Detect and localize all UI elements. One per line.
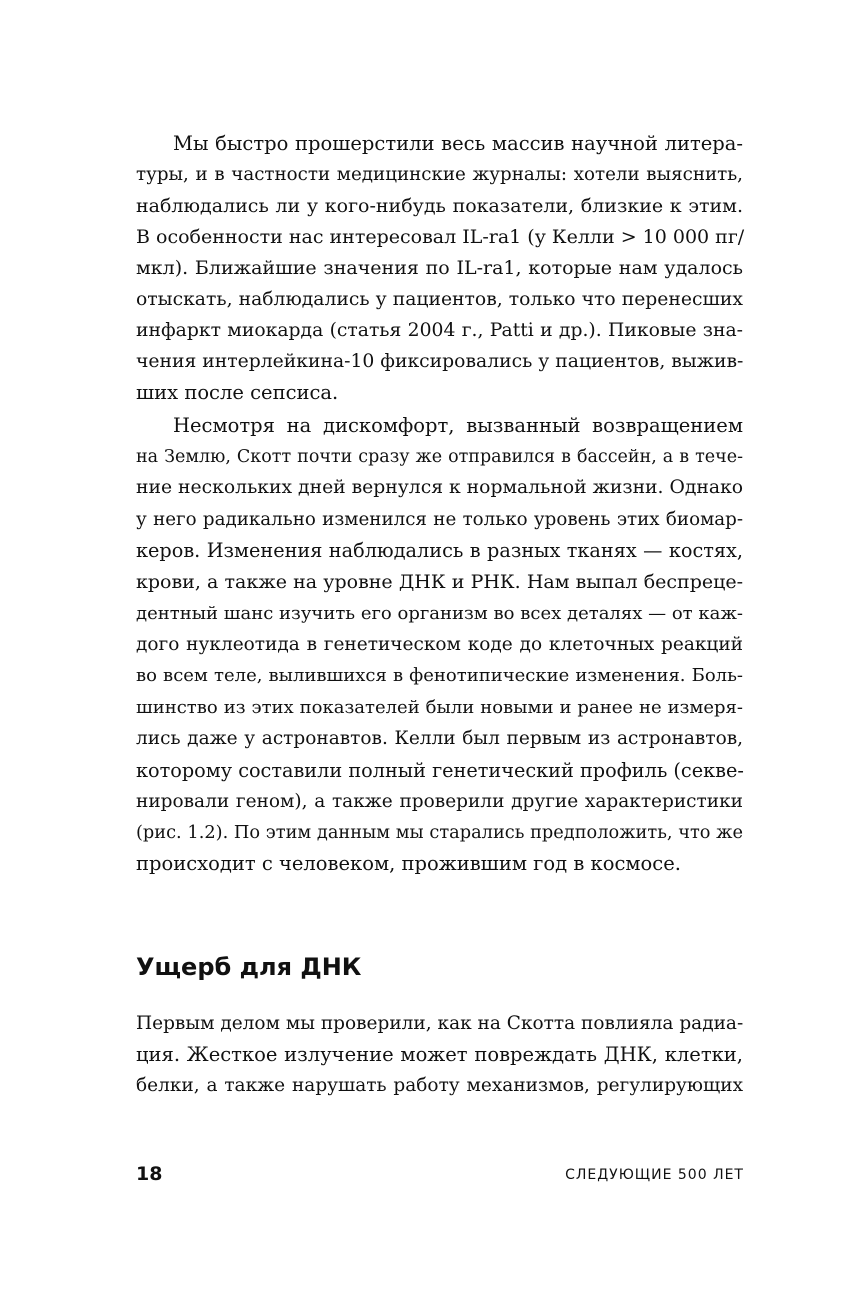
- text-line: чения интерлейкина-10 фиксировались у пациентов, выжив-: [136, 351, 744, 372]
- text-line: (рис. 1.2). По этим данным мы старались предположить, что же: [136, 823, 743, 843]
- page-number: 18: [136, 1163, 163, 1185]
- text-line: В особенности нас интересовал IL-ra1 (у Келли > 10 000 пг/: [136, 226, 745, 248]
- text-line: белки, а также нарушать работу механизмов, регулирующих: [136, 1075, 743, 1096]
- text-line: туры, и в частности медицинские журналы: хотели выяснить,: [136, 164, 743, 185]
- text-line: дентный шанс изучить его организм во всех деталях — от каж-: [136, 603, 743, 624]
- text-line: которому составили полный генетический профиль (секве-: [136, 759, 744, 782]
- text-line: ших после сепсиса.: [136, 381, 339, 404]
- section-heading: Ущерб для ДНК: [136, 953, 362, 981]
- text-line: Несмотря на дискомфорт, вызванный возвращением: [173, 414, 743, 437]
- text-line: Первым делом мы проверили, как на Скотта повлияла радиа-: [136, 1013, 744, 1034]
- running-title: СЛЕДУЮЩИЕ 500 ЛЕТ: [565, 1167, 744, 1183]
- text-line: наблюдались ли у кого-нибудь показатели, близкие к этим.: [136, 195, 743, 217]
- text-line: крови, а также на уровне ДНК и РНК. Нам выпал беспреце-: [136, 571, 743, 593]
- text-line: во всем теле, вылившихся в фенотипические изменения. Боль-: [136, 665, 743, 686]
- text-line: на Землю, Скотт почти сразу же отправился в бассейн, а в тече-: [136, 447, 743, 467]
- text-line: у него радикально изменился не только уровень этих биомар-: [136, 509, 743, 530]
- text-line: ние нескольких дней вернулся к нормальной жизни. Однако: [136, 477, 744, 498]
- text-line: шинство из этих показателей были новыми и ранее не измеря-: [136, 697, 743, 718]
- text-line: происходит с человеком, прожившим год в космосе.: [136, 852, 681, 875]
- text-line: инфаркт миокарда (статья 2004 г., Patti и др.). Пиковые зна-: [136, 320, 743, 341]
- text-line: ция. Жесткое излучение может повреждать ДНК, клетки,: [136, 1043, 743, 1066]
- text-line: лись даже у астронавтов. Келли был первым из астронавтов,: [136, 728, 743, 749]
- text-line: керов. Изменения наблюдались в разных тканях — костях,: [136, 539, 743, 562]
- text-line: мкл). Ближайшие значения по IL-ra1, которые нам удалось: [136, 257, 743, 279]
- text-line: Мы быстро прошерстили весь массив научной литера-: [173, 132, 743, 155]
- text-line: отыскать, наблюдались у пациентов, только что перенесших: [136, 289, 743, 310]
- text-line: нировали геном), а также проверили другие характеристики: [136, 791, 743, 812]
- text-line: дого нуклеотида в генетическом коде до клеточных реакций: [136, 634, 743, 655]
